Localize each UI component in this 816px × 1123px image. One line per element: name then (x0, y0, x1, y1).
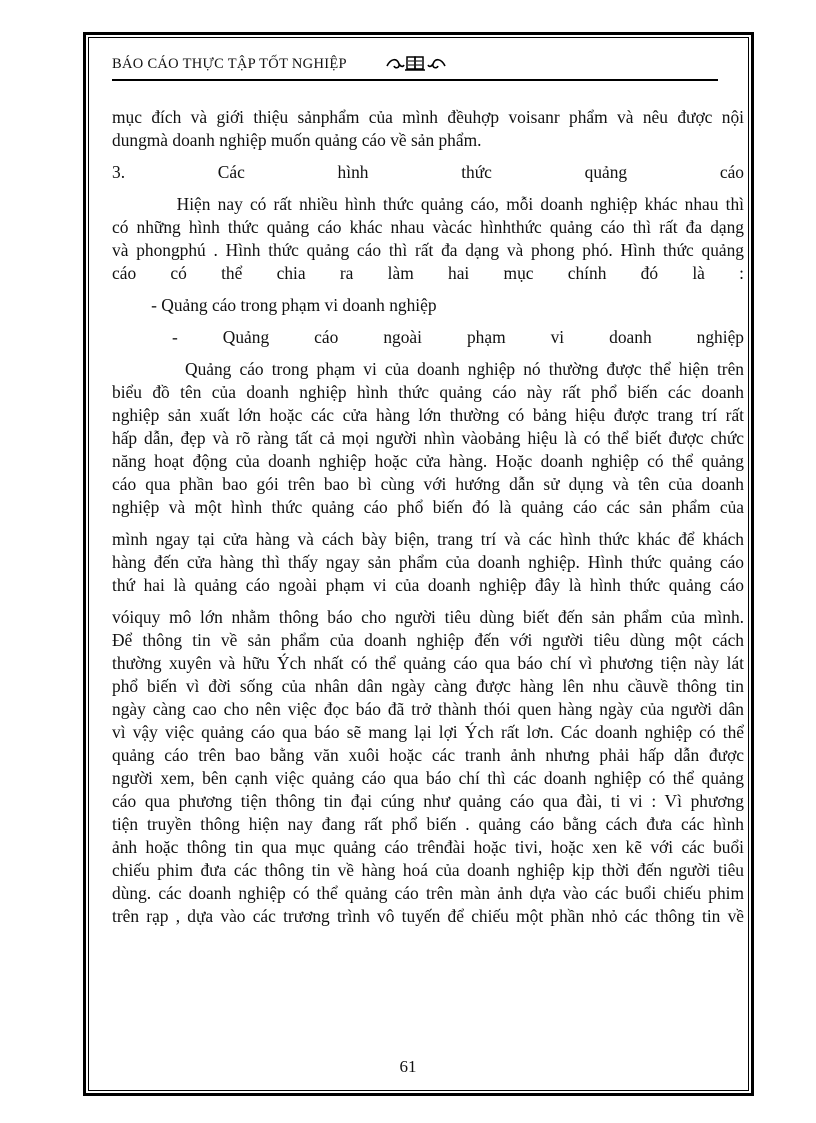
text-line: và phongphú . Hình thức quảng cáo thì rất đa dạng và phong phó. Hình thức quảng (112, 240, 744, 260)
text-line: tiện truyền thông hiện nay đang rất phổ biến . quảng cáo bằng cách đưa các hình (112, 814, 744, 834)
header-title: BÁO CÁO THỰC TẬP TỐT NGHIỆP (112, 55, 347, 72)
text-line: Quảng cáo trong phạm vi của doanh nghiệp nó thường được thể hiện trên (112, 359, 744, 379)
text-line: phổ biến vì đời sống của nhân dân ngày càng được hàng lên nhu cầuvề thông tin (112, 676, 744, 696)
text-line: thường xuyên và hữu Ých nhất có thể quảng cáo qua báo chí vì phương tiện này lát (112, 653, 744, 673)
text-line: chiếu phim đưa các thông tin về hàng hoá của doanh nghiệp kịp thời đến người tiêu (112, 860, 744, 880)
page-number: 61 (399, 1057, 417, 1076)
text-line: Để thông tin về sản phẩm của doanh nghiệp đến với người tiêu dùng một cách (112, 630, 744, 650)
text-line: mình ngay tại cửa hàng và cách bày biện, trang trí và các hình thức khác để khách (112, 529, 744, 549)
text-line: trên rạp , dựa vào các trương trình vô tuyến để chiếu một phần nhỏ các thông tin về (112, 906, 744, 926)
list-item: - Quảng cáo ngoài phạm vi doanh nghiệp (172, 327, 744, 347)
text-line: biểu đồ tên của doanh nghiệp hình thức quảng cáo này rất phổ biến các doanh (112, 382, 744, 402)
list-item: - Quảng cáo trong phạm vi doanh nghiệp (112, 295, 437, 315)
text-line: thứ hai là quảng cáo ngoài phạm vi của doanh nghiệp đây là hình thức quảng cáo (112, 575, 744, 595)
text-line: dungmà doanh nghiệp muốn quảng cáo về sản phẩm. (112, 130, 482, 150)
section-heading: 3. Các hình thức quảng cáo (112, 162, 744, 182)
body-text (112, 106, 744, 928)
text-line: hàng đến cửa hàng thì thấy ngay sản phẩm của doanh nghiệp. Hình thức quảng cáo (112, 552, 744, 572)
text-line: cáo qua phương tiện thông tin đại cúng như quảng cáo qua đài, ti vi : Vì phương (112, 791, 744, 811)
text-line: quảng cáo trên bao bằng văn xuôi hoặc các tranh ảnh nhưng phải hấp dẫn được (112, 745, 744, 765)
text-line: người xem, bên cạnh việc quảng cáo qua báo chí thì các doanh nghiệp có thể quảng (112, 768, 744, 788)
text-line: có những hình thức quảng cáo khác nhau vàcác hìnhthức quảng cáo thì rất đa dạng (112, 217, 744, 237)
text-line: cáo có thể chia ra làm hai mục chính đó là : (112, 263, 744, 283)
text-line: ảnh hoặc thông tin qua mục quảng cáo trênđài hoặc tivi, hoặc xen kẽ với các buổi (112, 837, 744, 857)
text-line: năng hoạt động của doanh nghiệp hoặc cửa hàng. Hoặc doanh nghiệp có thể quảng (112, 451, 744, 471)
text-line: nghiệp và một hình thức quảng cáo phổ biến đó là quảng cáo các sản phẩm của (112, 497, 744, 517)
text-line: mục đích và giới thiệu sảnphẩm của mình đềuhợp voisanr phẩm và nêu được nội (112, 107, 744, 127)
text-line: Hiện nay có rất nhiều hình thức quảng cáo, mỗi doanh nghiệp khác nhau thì (112, 194, 744, 214)
text-line: vì vậy việc quảng cáo qua báo sẽ mang lại lợi Ých rất lơn. Các doanh nghiệp có thể (112, 722, 744, 742)
text-line: vóiquy mô lớn nhằm thông báo cho người tiêu dùng biết đến sản phẩm của mình. (112, 607, 744, 627)
text-line: cáo qua phần bao gói trên bao bì cùng với hướng dẫn sử dụng và tên của doanh (112, 474, 744, 494)
text-line: ngày càng cao cho nên việc đọc báo đã trở thành thói quen hàng ngày của người dân (112, 699, 744, 719)
text-line: hấp dẫn, đẹp và rõ ràng tất cả mọi người nhìn vàobảng hiệu là có thể biết được chức (112, 428, 744, 448)
book-ornament-icon (385, 54, 447, 74)
header-rule (112, 79, 718, 81)
text-line: nghiệp sản xuất lớn hoặc các cửa hàng lớn thường có bảng hiệu được trang trí rất (112, 405, 744, 425)
text-line: dùng. các doanh nghiệp có thể quảng cáo trên màn ảnh dựa vào các buổi chiếu phim (112, 883, 744, 903)
page-header (112, 52, 712, 76)
